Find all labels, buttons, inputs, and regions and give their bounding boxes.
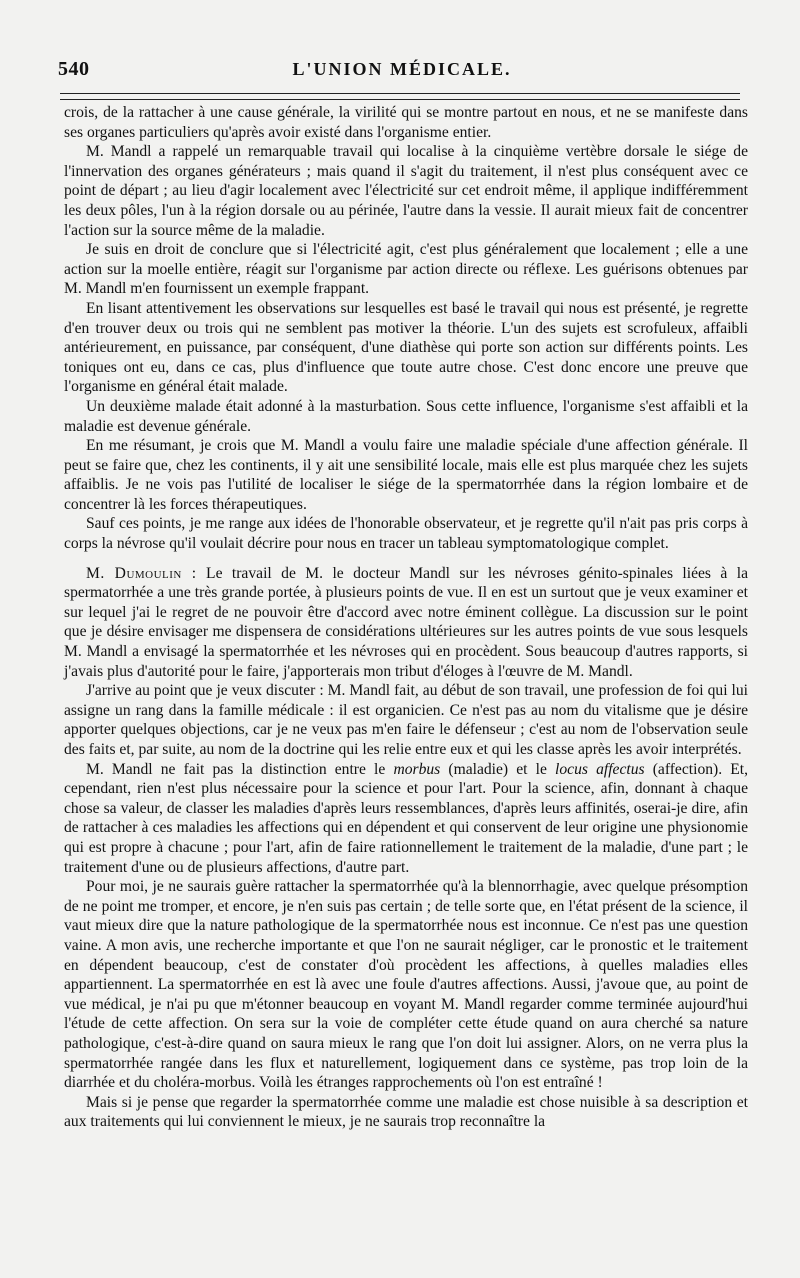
text-run: (maladie) et le — [448, 760, 547, 778]
text-run: M. Mandl ne fait pas la distinction entre le — [86, 760, 386, 778]
speech-text: Le travail de M. le docteur Mandl sur les névroses génito-spinales liées à la spermatorrhée a une très grande portée, à plusieurs points de vue. Il en est un surtout que je veux examiner et sur lequel j'ai le regret de ne pouvoir être d'accord avec notre éminent collègue. La discussion sur le point que je désire envisager me dispensera de considérations ultérieures sur les autres points de vue sous lesquels M. Mandl a envisagé la spermatorrhée et les névroses qui en procèdent. Sous beaucoup d'autres rapports, si j'avais plus d'autorité pour le faire, j'apporterais mon tribut d'éloges à l'œuvre de M. Mandl. — [64, 564, 749, 680]
paragraph: Mais si je pense que regarder la spermatorrhée comme une maladie est chose nuisible à sa description et aux traitements qui lui conviennent le mieux, je ne saurais trop reconnaître la — [64, 1093, 748, 1131]
header-rule-bottom — [60, 99, 740, 100]
italic-term: locus affectus — [555, 760, 645, 778]
italic-term: morbus — [393, 760, 441, 778]
running-title: L'UNION MÉDICALE. — [292, 59, 512, 79]
speech-paragraph — [64, 564, 748, 682]
page-number: 540 — [58, 58, 90, 80]
article-body — [64, 103, 748, 1132]
paragraph: En me résumant, je crois que M. Mandl a voulu faire une maladie spéciale d'une affection générale. Il peut se faire que, chez les continents, il y ait une sensibilité locale, mais elle est plus marquée chez les sujets affaiblis. Je ne vois pas l'utilité de localiser le siége de la spermatorrhée dans la région lombaire et de concentrer là les forces thérapeutiques. — [64, 437, 748, 513]
header-rule-top — [60, 93, 740, 94]
paragraph: crois, de la rattacher à une cause générale, la virilité qui se montre partout en nous, et ne se manifeste dans ses organes particuliers qu'après avoir existé dans l'organisme entier. — [64, 104, 748, 141]
speaker-name: M. Dumoulin : — [86, 564, 197, 582]
paragraph: Sauf ces points, je me range aux idées de l'honorable observateur, et je regrette qu'il n'ait pas pris corps à corps la névrose qu'il voulait décrire pour nous en tracer un tableau symptomatologique complet. — [64, 515, 748, 553]
paragraph: Pour moi, je ne saurais guère rattacher la spermatorrhée qu'à la blennorrhagie, avec quelque présomption de ne point me tromper, et encore, je n'en suis pas certain ; de telle sorte que, en l'état présent de la science, il vaut mieux dire que la nature pathologique de la spermatorrhée nous est inconnue. Ce n'est pas une question vaine. A mon avis, une recherche importante et que l'on ne saurait négliger, car le pronostic et le traitement en dépendent beaucoup, c'est de constater d'où procèdent les affections, à quelles maladies elles appartiennent. La spermatorrhée en est là avec une foule d'autres affections. Aussi, j'avoue que, au point de vue médical, je n'ai pu que m'étonner beaucoup en voyant M. Mandl regarder comme terminée aujourd'hui l'étude de cette affection. On sera sur la voie de compléter cette étude quand on aura cherché sa nature pathologique, c'est-à-dire quand on saura mieux le rang que l'on doit lui assigner. Alors, on ne verra plus la spermatorrhée rangée dans les flux et naturellement, logiquement dans ce système, pas trop loin de la diarrhée et du choléra-morbus. Voilà les étranges rapprochements où l'on est entraîné ! — [64, 878, 748, 1092]
paragraph: En lisant attentivement les observations sur lesquelles est basé le travail qui nous est présenté, je regrette d'en trouver deux ou trois qui ne semblent pas motiver la théorie. L'un des sujets est scrofuleux, affaibli antérieurement, en puissance, par conséquent, d'une diathèse qui porte son action sur différents points. Les toniques ont eu, dans ce cas, plus d'influence que toute autre chose. C'est donc encore une preuve que l'organisme en général était malade. — [64, 299, 748, 396]
paragraph-with-italics — [64, 760, 748, 878]
paragraph: J'arrive au point que je veux discuter : M. Mandl fait, au début de son travail, une profession de foi qui lui assigne un rang dans la famille médicale : il est organicien. Ce n'est pas au nom du vitalisme que je désire apporter quelques objections, car je ne veux pas m'en faire le défenseur ; c'est au nom de l'observation seule des faits et, par suite, au nom de la doctrine qui les relie entre eux et qui les classe après les avoir interprétés. — [64, 682, 748, 758]
paragraph: Un deuxième malade était adonné à la masturbation. Sous cette influence, l'organisme s'est affaibli et la maladie est devenue générale. — [64, 397, 748, 435]
page-header — [58, 58, 746, 86]
paragraph: Je suis en droit de conclure que si l'électricité agit, c'est plus généralement que localement ; elle a une action sur la moelle entière, réagit sur l'organisme par action directe ou réflexe. Les guérisons obtenues par M. Mandl m'en fournissent un exemple frappant. — [64, 241, 748, 298]
text-run: (affection). Et, cependant, rien n'est plus nécessaire pour la science et pour l'art. Pour la science, afin, donnant à chaque chose sa valeur, de classer les maladies d'après leurs ressemblances, d'après leurs affinités, oserai-je dire, afin de rattacher à ces maladies les affections qui en dépendent et qui conservent de leur origine une physionomie qui est propre à chacune ; pour l'art, afin de faire rationnellement le traitement de la maladie, d'une part ; le traitement d'une ou de plusieurs affections, d'autre part. — [64, 760, 749, 876]
paragraph: M. Mandl a rappelé un remarquable travail qui localise à la cinquième vertèbre dorsale le siége de l'innervation des organes générateurs ; mais quand il s'agit du traitement, il n'est plus conséquent avec ce point de départ ; au lieu d'agir localement avec l'électricité sur cet endroit même, il applique indifféremment les deux pôles, l'un à la région dorsale ou au périnée, l'autre dans la vessie. Il aurait mieux fait de concentrer l'action sur la source même de la maladie. — [64, 143, 748, 239]
